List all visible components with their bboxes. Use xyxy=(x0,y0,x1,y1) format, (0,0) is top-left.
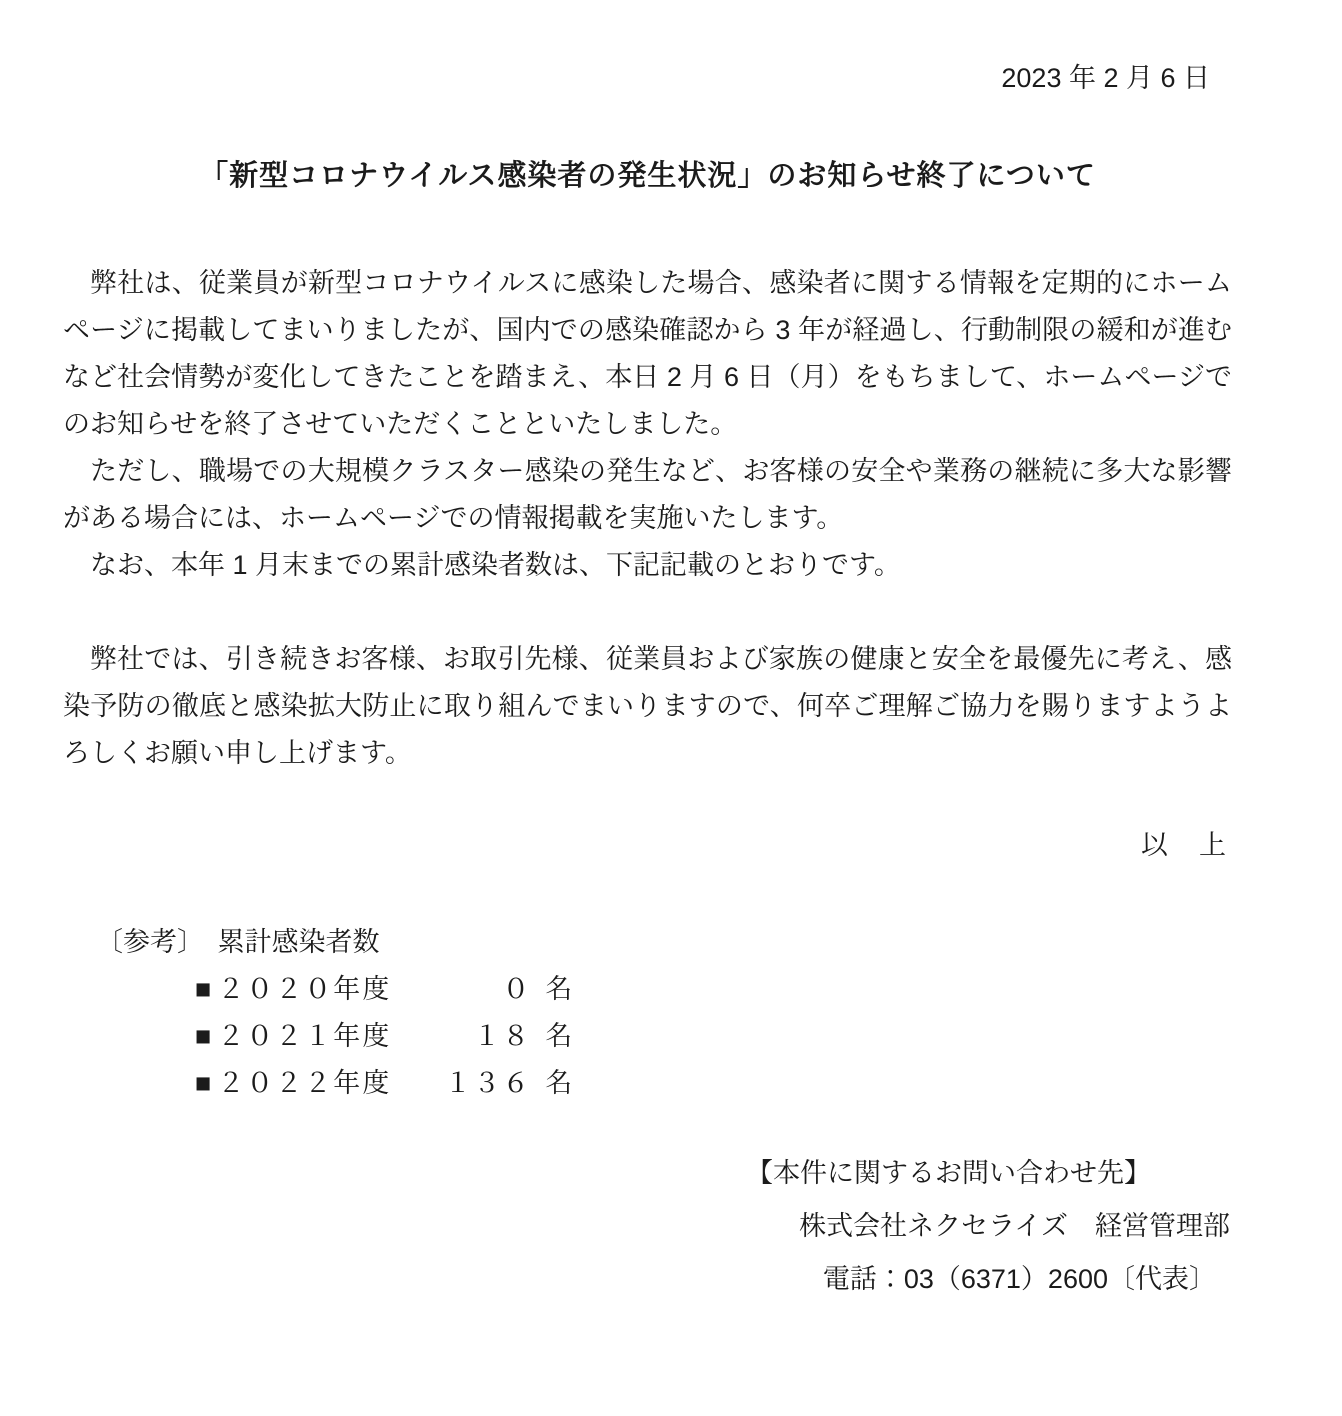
body-section-1 xyxy=(63,260,1232,589)
bullet-square-icon: ■ xyxy=(195,974,218,1004)
unit-label: 名 xyxy=(545,1021,573,1051)
table-row xyxy=(195,1013,1232,1060)
table-row xyxy=(195,966,1232,1013)
paragraph: 弊社では、引き続きお客様、お取引先様、従業員および家族の健康と安全を最優先に考え、感染予防の徹底と感染拡大防止に取り組んでまいりますので、何卒ご理解ご協力を賜りますようよろしくお願い申し上げます。 xyxy=(63,644,1232,768)
paragraph: 弊社は、従業員が新型コロナウイルスに感染した場合、感染者に関する情報を定期的にホームページに掲載してまいりましたが、国内での感染確認から 3 年が経過し、行動制限の緩和が進むなど社会情勢が変化してきたことを踏まえ、本日 2 月 6 日（月）をもちまして、ホームページでのお知らせを終了させていただくことといたしました。 xyxy=(63,268,1232,439)
paragraph: なお、本年 1 月末までの累計感染者数は、下記記載のとおりです。 xyxy=(90,550,901,580)
count-value: ０ xyxy=(502,974,532,1004)
count-value: １８ xyxy=(473,1021,532,1051)
count-value: １３６ xyxy=(444,1068,532,1098)
year-label: ２０２１年度 xyxy=(217,1021,392,1051)
paragraph: ただし、職場での大規模クラスター感染の発生など、お客様の安全や業務の継続に多大な影響がある場合には、ホームページでの情報掲載を実施いたします。 xyxy=(63,456,1232,533)
contact-company: 株式会社ネクセライズ 経営管理部 xyxy=(799,1211,1230,1241)
contact-section xyxy=(63,1147,1232,1306)
year-label: ２０２２年度 xyxy=(217,1068,392,1098)
closing-text: 以 上 xyxy=(1141,830,1228,860)
body-section-2 xyxy=(63,636,1232,777)
contact-phone: 電話：03（6371）2600〔代表〕 xyxy=(822,1264,1216,1294)
year-label: ２０２０年度 xyxy=(217,974,392,1004)
reference-heading: 〔参考〕 累計感染者数 xyxy=(96,927,380,957)
bullet-square-icon: ■ xyxy=(195,1021,218,1051)
table-row xyxy=(195,1060,1232,1107)
document-title: 「新型コロナウイルス感染者の発生状況」のお知らせ終了について xyxy=(199,160,1096,192)
contact-heading: 【本件に関するお問い合わせ先】 xyxy=(746,1158,1151,1188)
bullet-square-icon: ■ xyxy=(195,1068,218,1098)
unit-label: 名 xyxy=(545,974,573,1004)
unit-label: 名 xyxy=(545,1068,573,1098)
reference-section xyxy=(63,919,1232,1107)
document-date: 2023 年 2 月 6 日 xyxy=(1001,63,1210,93)
reference-table xyxy=(195,966,1232,1107)
